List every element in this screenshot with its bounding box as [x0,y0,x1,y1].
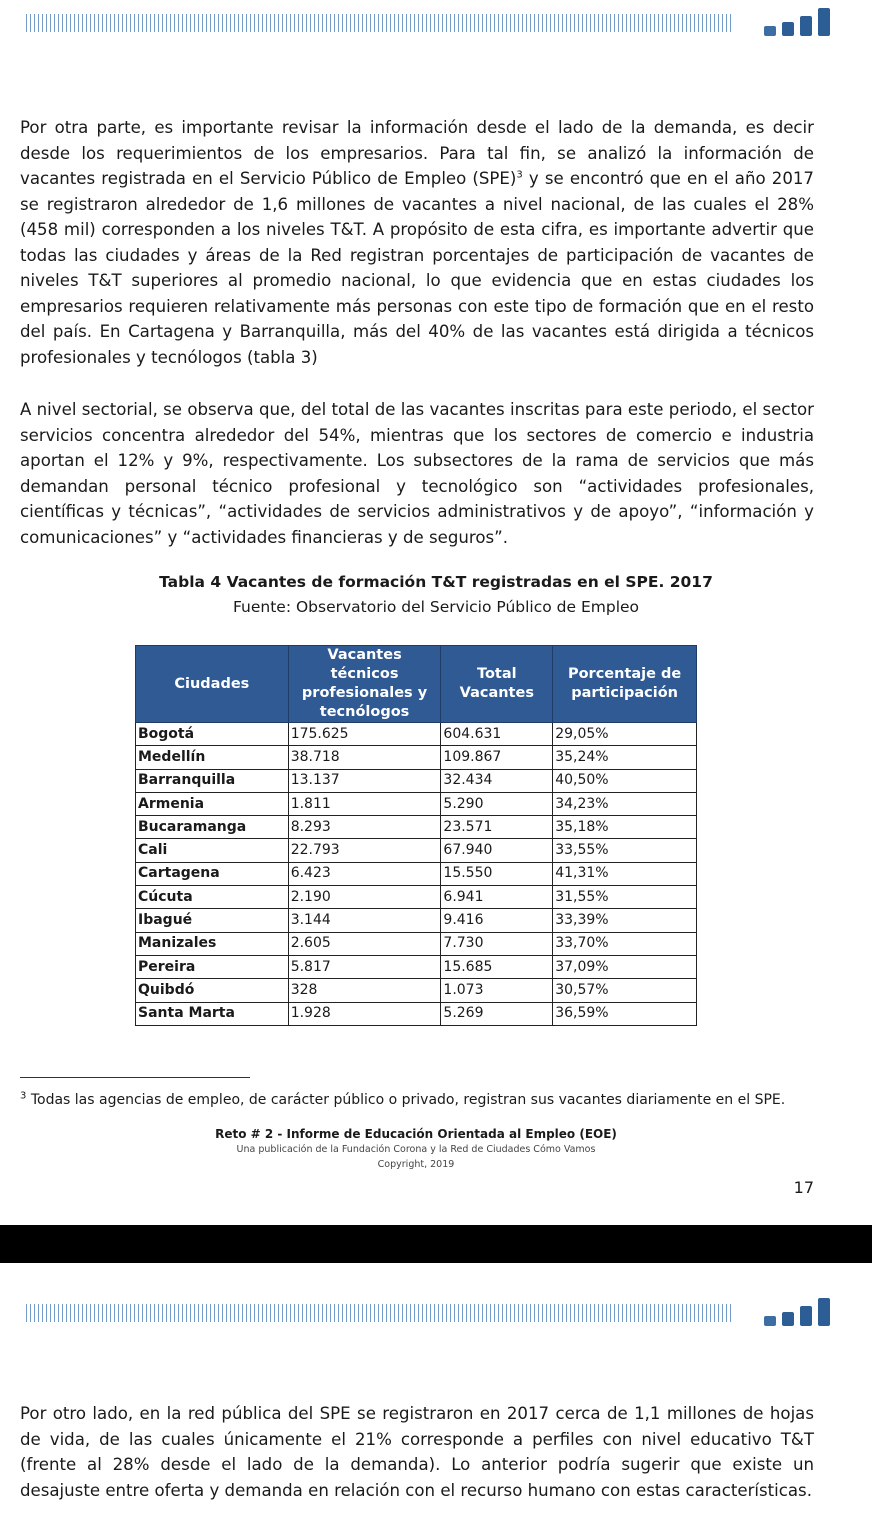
paragraph-demand-text: Por otra parte, es importante revisar la información desde el lado de la demanda, es decir desde los requerimientos de los empresarios. Para tal fin, se analizó la información de vacantes registrada en el Servicio Público de Empleo (SPE) [20,118,814,188]
table-row [136,839,697,862]
table-row [136,746,697,769]
footer-copyright: Copyright, 2019 [377,1159,455,1170]
cell-city: Cúcuta [136,886,289,909]
vacancies-table [135,645,697,1026]
footnote-reference[interactable]: 3 [516,169,523,181]
table-row [136,1002,697,1025]
cell-total-vacancies: 5.269 [441,1002,553,1025]
header-bar-4 [818,1298,830,1326]
header-bar-1 [764,1316,776,1326]
header-decoration [26,1300,806,1326]
table-header-row [136,646,697,723]
table-source: Fuente: Observatorio del Servicio Público de Empleo [232,598,640,616]
header-cities: Ciudades [136,646,289,723]
header-total-vacancies: Total Vacantes [441,646,553,723]
paragraph-demand [20,115,814,370]
cell-tt-vacancies: 5.817 [288,955,441,978]
footer-title: Reto # 2 - Informe de Educación Orientada al Empleo (EOE) [215,1127,617,1141]
cell-city: Santa Marta [136,1002,289,1025]
cell-tt-vacancies: 175.625 [288,723,441,746]
cell-tt-vacancies: 1.811 [288,792,441,815]
paragraph-supply: Por otro lado, en la red pública del SPE se registraron en 2017 cerca de 1,1 millones de hojas de vida, de las cuales únicamente el 21% corresponde a perfiles con nivel educativo T&T (frente al 28% desde el lado de la demanda). Lo anterior podría sugerir que existe un desajuste entre oferta y demanda en relación con el recurso humano con estas características. [20,1404,814,1500]
cell-total-vacancies: 1.073 [441,979,553,1002]
cell-participation: 30,57% [553,979,697,1002]
paragraph-sectoral: A nivel sectorial, se observa que, del total de las vacantes inscritas para este periodo, el sector servicios concentra alrededor del 54%, mientras que los sectores de comercio e industria aportan el 12% y 9%, respectivamente. Los subsectores de la rama de servicios que más demandan personal técnico profesional y tecnológico son “actividades profesionales, científicas y técnicas”, “actividades de servicios administrativos y de apoyo”, “información y comunicaciones” y “actividades financieras y de seguros”. [20,400,814,547]
cell-total-vacancies: 23.571 [441,816,553,839]
header-stripes [26,14,734,32]
footer-subtitle: Una publicación de la Fundación Corona y la Red de Ciudades Cómo Vamos [236,1144,596,1155]
cell-total-vacancies: 6.941 [441,886,553,909]
header-tt-vacancies: Vacantes técnicos profesionales y tecnólogos [288,646,441,723]
cell-city: Pereira [136,955,289,978]
header-bar-3 [800,1306,812,1326]
header-bar-1 [764,26,776,36]
cell-tt-vacancies: 22.793 [288,839,441,862]
cell-total-vacancies: 15.550 [441,862,553,885]
footnote-rule [20,1077,250,1078]
header-bar-3 [800,16,812,36]
page-number: 17 [793,1178,814,1197]
table-row [136,769,697,792]
cell-participation: 37,09% [553,955,697,978]
cell-tt-vacancies: 13.137 [288,769,441,792]
page-separator [0,1225,872,1263]
cell-participation: 35,18% [553,816,697,839]
paragraph-demand-rest: y se encontró que en el año 2017 se registraron alrededor de 1,6 millones de vacantes a nivel nacional, de las cuales el 28% (458 mil) corresponden a los niveles T&T. A propósito de esta cifra, es importante advertir que todas las ciudades y áreas de la Red registran porcentajes de participación de vacantes de niveles T&T superiores al promedio nacional, lo que evidencia que en estas ciudades los empresarios requieren relativamente más personas con este tipo de formación que en el resto del país. En Cartagena y Barranquilla, más del 40% de las vacantes está dirigida a técnicos profesionales y tecnólogos (tabla 3) [20,169,814,367]
cell-participation: 36,59% [553,1002,697,1025]
cell-tt-vacancies: 38.718 [288,746,441,769]
cell-city: Cali [136,839,289,862]
cell-city: Quibdó [136,979,289,1002]
cell-city: Ibagué [136,909,289,932]
table-row [136,979,697,1002]
footnote-text: Todas las agencias de empleo, de carácter público o privado, registran sus vacantes diariamente en el SPE. [26,1092,786,1108]
document-page-18 [0,1263,872,1522]
cell-tt-vacancies: 1.928 [288,1002,441,1025]
cell-city: Medellín [136,746,289,769]
cell-tt-vacancies: 2.605 [288,932,441,955]
table-row [136,932,697,955]
cell-participation: 35,24% [553,746,697,769]
cell-participation: 33,70% [553,932,697,955]
footnote-mark: 3 [20,1090,27,1102]
cell-city: Armenia [136,792,289,815]
table-title: Tabla 4 Vacantes de formación T&T registradas en el SPE. 2017 [159,573,713,591]
header-bar-4 [818,8,830,36]
header-stripes [26,1304,734,1322]
table-row [136,723,697,746]
cell-participation: 40,50% [553,769,697,792]
cell-total-vacancies: 9.416 [441,909,553,932]
cell-total-vacancies: 109.867 [441,746,553,769]
header-bar-2 [782,1312,794,1326]
header-decoration [26,10,806,36]
cell-total-vacancies: 604.631 [441,723,553,746]
cell-participation: 41,31% [553,862,697,885]
cell-participation: 29,05% [553,723,697,746]
table-row [136,909,697,932]
cell-participation: 33,39% [553,909,697,932]
cell-total-vacancies: 7.730 [441,932,553,955]
table-row [136,955,697,978]
table-row [136,792,697,815]
cell-tt-vacancies: 6.423 [288,862,441,885]
cell-city: Manizales [136,932,289,955]
cell-participation: 31,55% [553,886,697,909]
cell-city: Barranquilla [136,769,289,792]
cell-total-vacancies: 32.434 [441,769,553,792]
cell-tt-vacancies: 8.293 [288,816,441,839]
cell-participation: 33,55% [553,839,697,862]
cell-tt-vacancies: 2.190 [288,886,441,909]
table-row [136,886,697,909]
cell-total-vacancies: 15.685 [441,955,553,978]
cell-city: Bogotá [136,723,289,746]
footnote [20,1092,820,1108]
cell-tt-vacancies: 328 [288,979,441,1002]
cell-participation: 34,23% [553,792,697,815]
cell-total-vacancies: 67.940 [441,839,553,862]
cell-city: Cartagena [136,862,289,885]
cell-tt-vacancies: 3.144 [288,909,441,932]
header-bar-2 [782,22,794,36]
header-participation: Porcentaje de participación [553,646,697,723]
cell-city: Bucaramanga [136,816,289,839]
cell-total-vacancies: 5.290 [441,792,553,815]
table-row [136,816,697,839]
table-row [136,862,697,885]
